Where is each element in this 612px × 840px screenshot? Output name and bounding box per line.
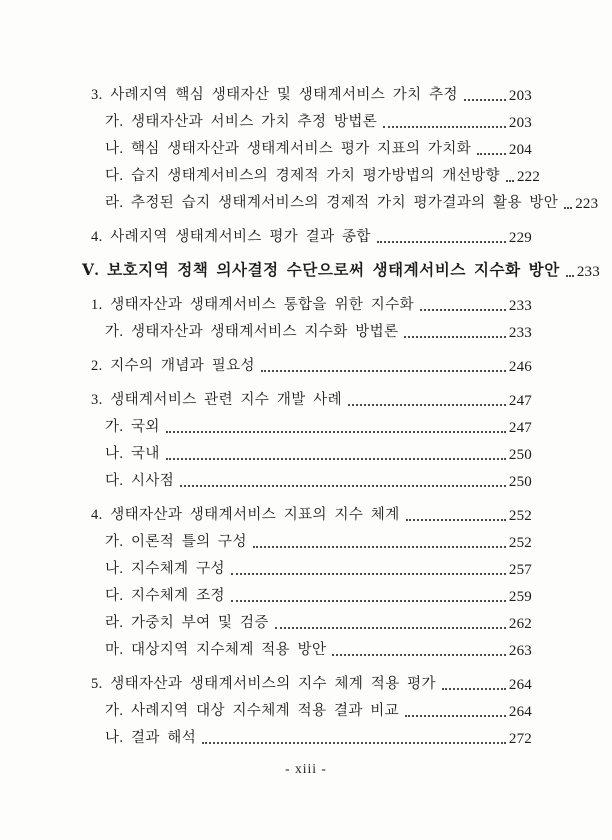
dot-leader [404,336,505,338]
toc-entry-label: 가. 이론적 틀의 구성 [105,534,247,551]
toc-entry [0,438,532,465]
dot-leader [166,431,506,433]
toc-entry [0,607,532,634]
toc-list [0,79,612,749]
toc-entry [0,316,532,343]
toc-entry-page: 229 [508,229,532,246]
toc-entry-label: 가. 생태자산과 생태계서비스 지수화 방법론 [105,324,399,341]
toc-entry-page: 252 [508,507,532,524]
toc-entry-page: 264 [508,676,532,693]
dot-leader [566,275,574,277]
toc-entry-label: 5. 생태자산과 생태계서비스의 지수 체계 적용 평가 [91,676,436,693]
toc-entry-label: 마. 대상지역 지수체계 적용 방안 [105,642,327,659]
dot-leader [253,546,506,548]
toc-entry-label: 나. 결과 해석 [105,730,197,747]
toc-entry-label: 3. 생태계서비스 관련 지수 개발 사례 [91,392,342,409]
toc-entry-page: 272 [508,730,532,747]
toc-entry-page: 250 [508,473,532,490]
toc-entry [0,553,532,580]
toc-entry-label: 라. 가중치 부여 및 검증 [105,615,269,632]
dot-leader [166,458,506,460]
toc-entry-label: 2. 지수의 개념과 필요성 [91,358,255,375]
toc-entry-page: 257 [508,561,532,578]
toc-entry [0,133,532,160]
toc-entry [0,499,532,526]
toc-entry-label: 4. 사례지역 생태계서비스 평가 결과 종합 [91,229,371,246]
toc-entry-label: 나. 지수체계 구성 [105,561,225,578]
toc-entry-page: 262 [508,615,532,632]
dot-leader [348,404,506,406]
toc-entry [0,221,532,248]
dot-leader [180,485,506,487]
dot-leader [420,309,506,311]
dot-leader [231,600,506,602]
toc-entry [0,634,532,661]
toc-entry-label: 가. 사례지역 대상 지수체계 적용 결과 비교 [105,703,400,720]
toc-entry-label: 4. 생태자산과 생태계서비스 지표의 지수 체계 [91,507,400,524]
dot-leader [332,654,505,656]
toc-entry [0,580,532,607]
toc-entry-page: 233 [508,297,532,314]
toc-entry [0,160,541,187]
toc-entry-label: 가. 국외 [105,419,160,436]
dot-leader [564,207,572,209]
dot-leader [275,627,506,629]
toc-entry-page: 233 [576,263,600,280]
dot-leader [506,180,514,182]
toc-entry-page: 247 [508,419,532,436]
page-footer [0,761,612,777]
toc-entry [0,79,532,106]
toc-entry-label: 다. 지수체계 조정 [105,588,225,605]
toc-entry-page: 222 [516,168,541,185]
toc-entry-page: 250 [508,446,532,463]
toc-entry [0,722,532,749]
toc-entry-label: 다. 시사점 [105,473,175,490]
toc-entry-label: 나. 핵심 생태자산과 생태계서비스 평가 지표의 가치화 [105,141,472,158]
toc-entry [0,668,532,695]
dot-leader [383,126,506,128]
toc-entry-page: 247 [508,392,532,409]
dot-leader [405,715,506,717]
toc-entry-label: 3. 사례지역 핵심 생태자산 및 생태계서비스 가치 추정 [91,87,458,104]
toc-entry-page: 203 [508,114,532,131]
toc-entry-page: 223 [575,195,599,212]
toc-entry-label: Ⅴ. 보호지역 정책 의사결정 수단으로써 생태계서비스 지수화 방안 [82,262,560,280]
toc-entry-label: 라. 추정된 습지 생태계서비스의 경제적 가치 평가결과의 활용 방안 [105,195,559,212]
toc-entry-page: 259 [508,588,532,605]
dot-leader [477,153,506,155]
dot-leader [261,370,506,372]
toc-entry [0,695,532,722]
toc-entry-page: 252 [508,534,532,551]
dot-leader [464,99,506,101]
dot-leader [442,688,506,690]
toc-entry-label: 다. 습지 생태계서비스의 경제적 가치 평가방법의 개선방향 [105,168,500,185]
toc-entry-page: 233 [508,324,532,341]
toc-entry-page: 264 [508,703,532,720]
dot-leader [202,742,506,744]
toc-entry-page: 246 [508,358,532,375]
toc-entry-page: 263 [508,642,532,659]
dot-leader [377,241,506,243]
toc-entry-label: 1. 생태자산과 생태계서비스 통합을 위한 지수화 [91,297,415,314]
toc-entry-page: 203 [508,87,532,104]
toc-entry [0,526,532,553]
toc-entry-label: 가. 생태자산과 서비스 가치 추정 방법론 [105,114,378,131]
page-number: - xiii - [285,761,327,776]
toc-entry [0,465,532,492]
dot-leader [406,519,506,521]
toc-entry-label: 나. 국내 [105,446,160,463]
dot-leader [231,573,506,575]
toc-entry [0,106,532,133]
toc-entry [0,384,532,411]
toc-entry [0,187,599,214]
toc-entry-page: 204 [508,141,532,158]
toc-entry [0,350,532,377]
toc-entry [0,255,600,282]
toc-entry [0,289,532,316]
toc-entry [0,411,532,438]
